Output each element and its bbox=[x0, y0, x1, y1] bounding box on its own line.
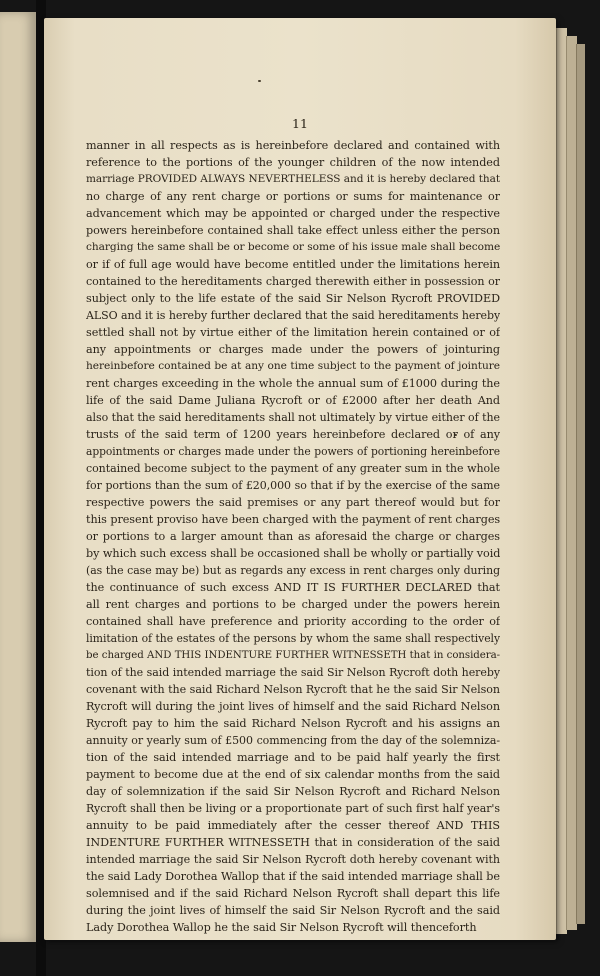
text-line: during the joint lives of himself the said Sir Nelson Rycroft and the said bbox=[86, 904, 500, 917]
text-line: trusts of the said term of 1200 years hereinbefore declared or of any bbox=[86, 428, 500, 441]
text-line: advancement which may be appointed or charged under the respective bbox=[86, 207, 500, 220]
text-line: intended marriage the said Sir Nelson Rycroft doth hereby covenant with bbox=[86, 853, 500, 866]
text-line: limitation of the estates of the persons by whom the same shall respectively bbox=[86, 632, 500, 645]
page-stack-edge bbox=[576, 44, 585, 924]
text-line: payment to become due at the end of six calendar months from the said bbox=[86, 768, 500, 781]
page-number: 11 bbox=[292, 116, 308, 131]
text-line: Lady Dorothea Wallop he the said Sir Nelson Rycroft will thenceforth bbox=[86, 921, 477, 934]
text-line: subject only to the life estate of the said Sir Nelson Rycroft PROVIDED bbox=[86, 292, 500, 305]
text-line: tion of the said intended marriage the said Sir Nelson Rycroft doth hereby bbox=[86, 666, 500, 679]
text-line: annuity to be paid immediately after the cesser thereof AND THIS bbox=[86, 819, 500, 832]
text-line: respective powers the said premises or any part thereof would but for bbox=[86, 496, 500, 509]
text-line: be charged AND THIS INDENTURE FURTHER WITNESSETH that in considera- bbox=[86, 650, 500, 661]
text-line: (as the case may be) but as regards any excess in rent charges only during bbox=[86, 564, 500, 577]
text-line: contained become subject to the payment of any greater sum in the whole bbox=[86, 462, 500, 475]
text-line: the continuance of such excess AND IT IS FURTHER DECLARED that bbox=[86, 581, 500, 594]
text-line: reference to the portions of the younger children of the now intended bbox=[86, 156, 500, 169]
text-line: life of the said Dame Juliana Rycroft or of £2000 after her death And bbox=[86, 394, 500, 407]
text-line: solemnised and if the said Richard Nelson Rycroft shall depart this life bbox=[86, 887, 500, 900]
text-line: contained shall have preference and priority according to the order of bbox=[86, 615, 500, 628]
text-line: charging the same shall be or become or some of his issue male shall become bbox=[86, 241, 500, 253]
text-line: by which such excess shall be occasioned shall be wholly or partially void bbox=[86, 547, 500, 560]
text-line: rent charges exceeding in the whole the annual sum of £1000 during the bbox=[86, 377, 500, 390]
text-line: for portions than the sum of £20,000 so that if by the exercise of the same bbox=[86, 479, 500, 492]
text-line: all rent charges and portions to be charged under the powers herein bbox=[86, 598, 500, 611]
text-line: appointments or charges made under the powers of portioning hereinbefore bbox=[86, 445, 500, 458]
text-line: any appointments or charges made under the powers of jointuring bbox=[86, 343, 500, 356]
text-line: also that the said hereditaments shall not ultimately by virtue either of the bbox=[86, 411, 500, 424]
paper-speck bbox=[258, 80, 261, 82]
text-line: no charge of any rent charge or portions or sums for maintenance or bbox=[86, 190, 500, 203]
body-text bbox=[86, 137, 500, 936]
text-line: manner in all respects as is hereinbefore declared and contained with bbox=[86, 139, 500, 152]
text-line: Rycroft will during the joint lives of himself and the said Richard Nelson bbox=[86, 700, 500, 713]
text-line: marriage PROVIDED ALWAYS NEVERTHELESS and it is hereby declared that bbox=[86, 173, 500, 185]
text-line: contained to the hereditaments charged therewith either in possession or bbox=[86, 275, 500, 288]
text-line: the said Lady Dorothea Wallop that if the said intended marriage shall be bbox=[86, 870, 500, 883]
previous-page-edge bbox=[0, 12, 37, 942]
text-line: powers hereinbefore contained shall take effect unless either the person bbox=[86, 224, 500, 237]
text-line: hereinbefore contained be at any one time subject to the payment of jointure bbox=[86, 360, 500, 372]
text-line: INDENTURE FURTHER WITNESSETH that in consideration of the said bbox=[86, 836, 500, 849]
text-line: covenant with the said Richard Nelson Rycroft that he the said Sir Nelson bbox=[86, 683, 500, 696]
text-line: this present proviso have been charged with the payment of rent charges bbox=[86, 513, 500, 526]
text-line: or portions to a larger amount than as aforesaid the charge or charges bbox=[86, 530, 500, 543]
text-line: annuity or yearly sum of £500 commencing from the day of the solemniza- bbox=[86, 734, 500, 747]
text-line: tion of the said intended marriage and to be paid half yearly the first bbox=[86, 751, 500, 764]
text-line: or if of full age would have become entitled under the limitations herein bbox=[86, 258, 500, 271]
text-line: settled shall not by virtue either of the limitation herein contained or of bbox=[86, 326, 500, 339]
text-line: day of solemnization if the said Sir Nelson Rycroft and Richard Nelson bbox=[86, 785, 500, 798]
document-page bbox=[44, 18, 556, 940]
text-line: Rycroft pay to him the said Richard Nelson Rycroft and his assigns an bbox=[86, 717, 500, 730]
text-line: Rycroft shall then be living or a proportionate part of such first half year's bbox=[86, 802, 500, 815]
text-line: ALSO and it is hereby further declared that the said hereditaments hereby bbox=[86, 309, 500, 322]
